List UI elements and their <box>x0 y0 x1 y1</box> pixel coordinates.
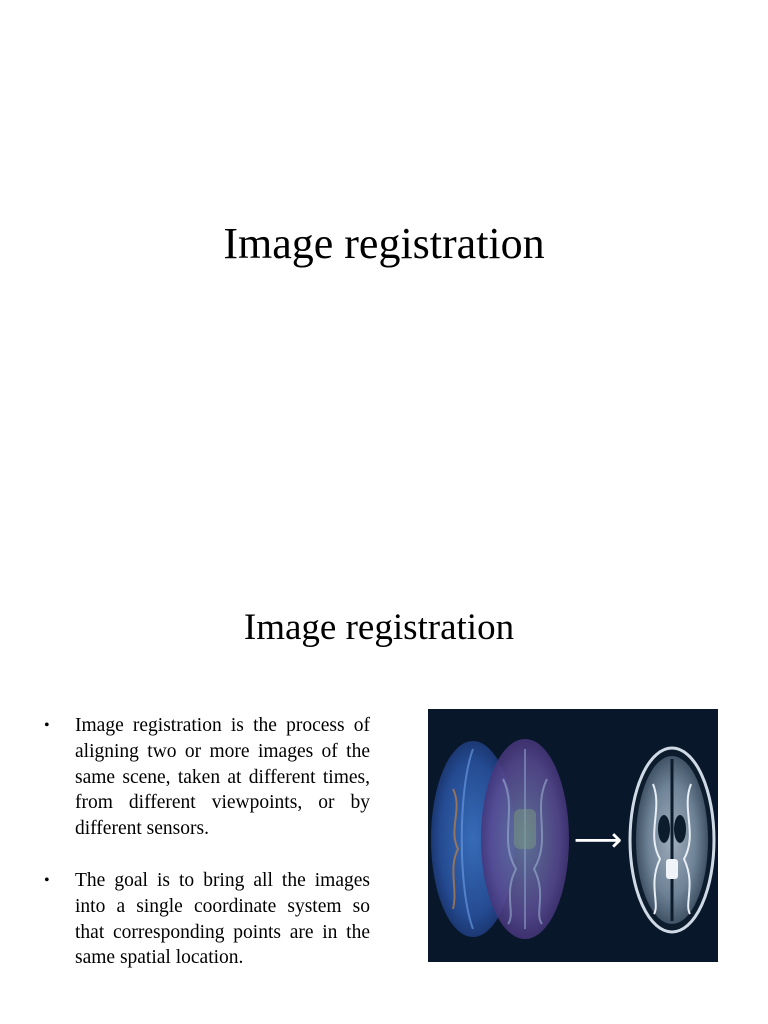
bullet-icon: • <box>44 717 50 734</box>
bullet-icon: • <box>44 871 50 889</box>
arrow-icon: ⟶ <box>573 820 623 860</box>
bullet-text: Image registration is the process of aligning two or more images of the same scene, taken at different times, from different viewpoints, or by different sensors. <box>75 715 370 840</box>
content-slide <box>0 512 768 1024</box>
bullet-item <box>44 868 370 971</box>
bullet-item <box>44 713 370 842</box>
registered-scan <box>630 748 714 932</box>
bullet-text: The goal is to bring all the images into a single coordinate system so that corresponding points are in the same spatial location. <box>75 869 370 969</box>
fixed-scan <box>481 739 569 939</box>
slide-title: Image registration <box>243 607 515 648</box>
bullet-list <box>44 713 370 997</box>
brain-registration-image <box>428 709 718 962</box>
slide-title: Image registration <box>223 219 545 268</box>
